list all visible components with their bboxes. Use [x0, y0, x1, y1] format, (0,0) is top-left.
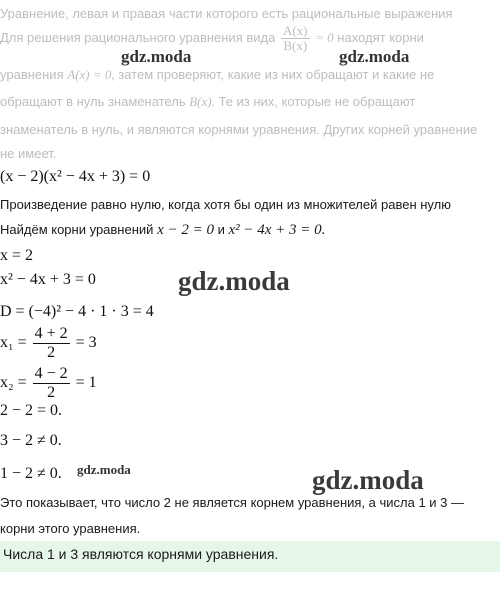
root-x1-num: 4 + 2	[34, 325, 68, 342]
root-x2	[0, 365, 97, 401]
root-x2-rhs: = 1	[75, 373, 97, 391]
root-x1-fraction	[33, 325, 70, 361]
root-x2-num: 4 − 2	[34, 365, 68, 382]
theory-fraction-num: A(x)	[282, 23, 308, 38]
conclusion-line-1: Это показывает, что число 2 не является корнем уравнения, а числа 1 и 3 —	[0, 495, 465, 510]
theory-line-2-pre: Для решения рационального уравнения вида	[0, 30, 276, 46]
root-x1	[0, 325, 97, 361]
conclusion-line-2: корни этого уравнения.	[0, 521, 141, 536]
watermark: gdz.moda	[121, 47, 192, 66]
watermark: gdz.moda	[339, 47, 410, 66]
theory-line-4-math: B(x).	[189, 94, 215, 109]
theory-line-2-post: находят корни	[337, 30, 424, 46]
check-3: 1 − 2 ≠ 0.	[0, 465, 62, 482]
discriminant: D = (−4)² − 4 · 1 · 3 = 4	[0, 303, 154, 320]
theory-line-5: знаменатель в нуль, и являются корнями уравнения. Других корней уравнение	[0, 122, 478, 137]
find-roots-and: и	[217, 222, 225, 237]
check-2: 3 − 2 ≠ 0.	[0, 432, 62, 449]
theory-line-3-math: A(x) = 0,	[67, 67, 115, 82]
theory-fraction-den: B(x)	[283, 38, 308, 54]
check-1: 2 − 2 = 0.	[0, 402, 63, 419]
theory-line-4-pre: обращают в нуль знаменатель	[0, 94, 186, 109]
answer-text: Числа 1 и 3 являются корнями уравнения.	[3, 546, 279, 562]
root-x-equals-2: x = 2	[0, 247, 34, 264]
theory-line-1: Уравнение, левая и правая части которого есть рациональные выражения	[0, 6, 453, 21]
root-x1-rhs: = 3	[75, 333, 97, 351]
find-roots-pre: Найдём корни уравнений	[0, 222, 154, 237]
root-x1-den: 2	[47, 343, 56, 361]
root-x2-fraction	[33, 365, 70, 401]
product-rule-text: Произведение равно нулю, когда хотя бы один из множителей равен нулю	[0, 197, 451, 212]
theory-line-4	[0, 94, 415, 110]
theory-line-4-post: Те из них, которые не обращают	[218, 94, 416, 109]
theory-line-3	[0, 67, 434, 83]
find-roots-line	[0, 222, 325, 239]
theory-line-3-pre: уравнения	[0, 67, 64, 82]
theory-line-6: не имеет.	[0, 146, 57, 161]
quadratic-equation: x² − 4x + 3 = 0	[0, 271, 96, 288]
theory-fraction	[281, 24, 310, 54]
watermark: gdz.moda	[312, 465, 424, 495]
find-roots-eq1: x − 2 = 0	[157, 222, 214, 238]
watermark: gdz.moda	[77, 462, 131, 477]
root-x2-lhs: x₂ =	[0, 373, 27, 391]
main-equation: (x − 2)(x² − 4x + 3) = 0	[0, 168, 151, 185]
theory-line-3-post: затем проверяют, какие из них обращают и какие не	[118, 67, 435, 82]
find-roots-eq2: x² − 4x + 3 = 0.	[228, 222, 326, 238]
theory-line-2-eq: = 0	[315, 30, 334, 46]
root-x1-lhs: x₁ =	[0, 333, 27, 351]
root-x2-den: 2	[47, 383, 56, 401]
watermark: gdz.moda	[178, 266, 290, 296]
